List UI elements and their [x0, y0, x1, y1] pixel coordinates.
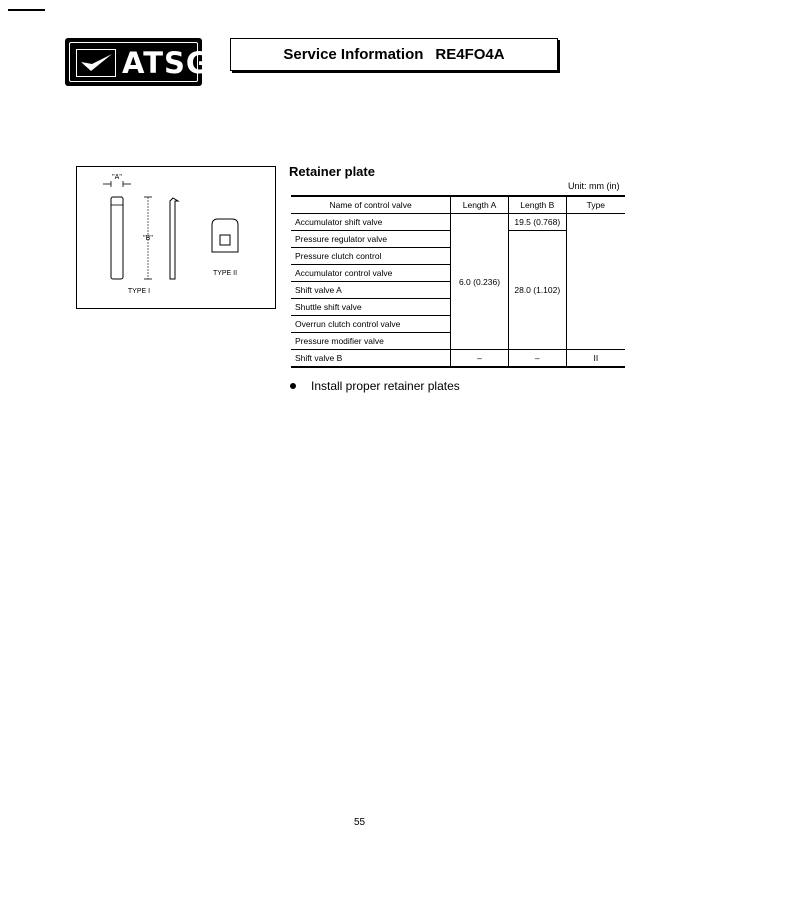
table-row: [291, 350, 625, 368]
top-rule: [8, 9, 45, 11]
header-type: Type: [566, 196, 625, 214]
logo-frame: [69, 42, 211, 82]
page-number: 55: [354, 817, 366, 828]
valve-name: Overrun clutch control valve: [291, 316, 451, 333]
retainer-plate-table: [291, 195, 625, 368]
type-value: II: [566, 350, 625, 368]
note-text: Install proper retainer plates: [311, 379, 460, 393]
check-swoosh-icon: [76, 49, 116, 77]
note-item: [290, 379, 460, 393]
header-length-b: Length B: [508, 196, 566, 214]
valve-name: Pressure modifier valve: [291, 333, 451, 350]
length-b-group: 28.0 (1.102): [508, 231, 566, 350]
label-b: "B": [143, 235, 153, 242]
length-a-value: –: [451, 350, 509, 368]
logo-text: ATSG: [122, 46, 211, 80]
valve-name: Accumulator control valve: [291, 265, 451, 282]
label-a: "A": [112, 174, 122, 181]
valve-name: Shuttle shift valve: [291, 299, 451, 316]
length-b-value: –: [508, 350, 566, 368]
table-row: [291, 214, 625, 231]
header-valve-name: Name of control valve: [291, 196, 451, 214]
length-b-value: 19.5 (0.768): [508, 214, 566, 231]
section-title: Retainer plate: [289, 164, 375, 179]
header-model: RE4FO4A: [435, 46, 505, 63]
retainer-plate-figure: [76, 166, 276, 309]
type1-label: TYPE I: [127, 288, 151, 295]
unit-note: Unit: mm (in): [568, 181, 620, 191]
header-title: Service Information: [283, 46, 424, 63]
type-group: [566, 214, 625, 350]
valve-name: Pressure regulator valve: [291, 231, 451, 248]
atsg-logo: [65, 38, 211, 86]
valve-name: Shift valve A: [291, 282, 451, 299]
valve-name: Shift valve B: [291, 350, 451, 368]
retainer-plate-drawing: [77, 167, 275, 308]
header-banner: [230, 38, 558, 71]
valve-name: Pressure clutch control: [291, 248, 451, 265]
bullet-icon: [290, 383, 296, 389]
header-length-a: Length A: [451, 196, 509, 214]
table-header-row: [291, 196, 625, 214]
valve-name: Accumulator shift valve: [291, 214, 451, 231]
type2-label: TYPE II: [212, 270, 238, 277]
length-a-group: 6.0 (0.236): [451, 214, 509, 350]
